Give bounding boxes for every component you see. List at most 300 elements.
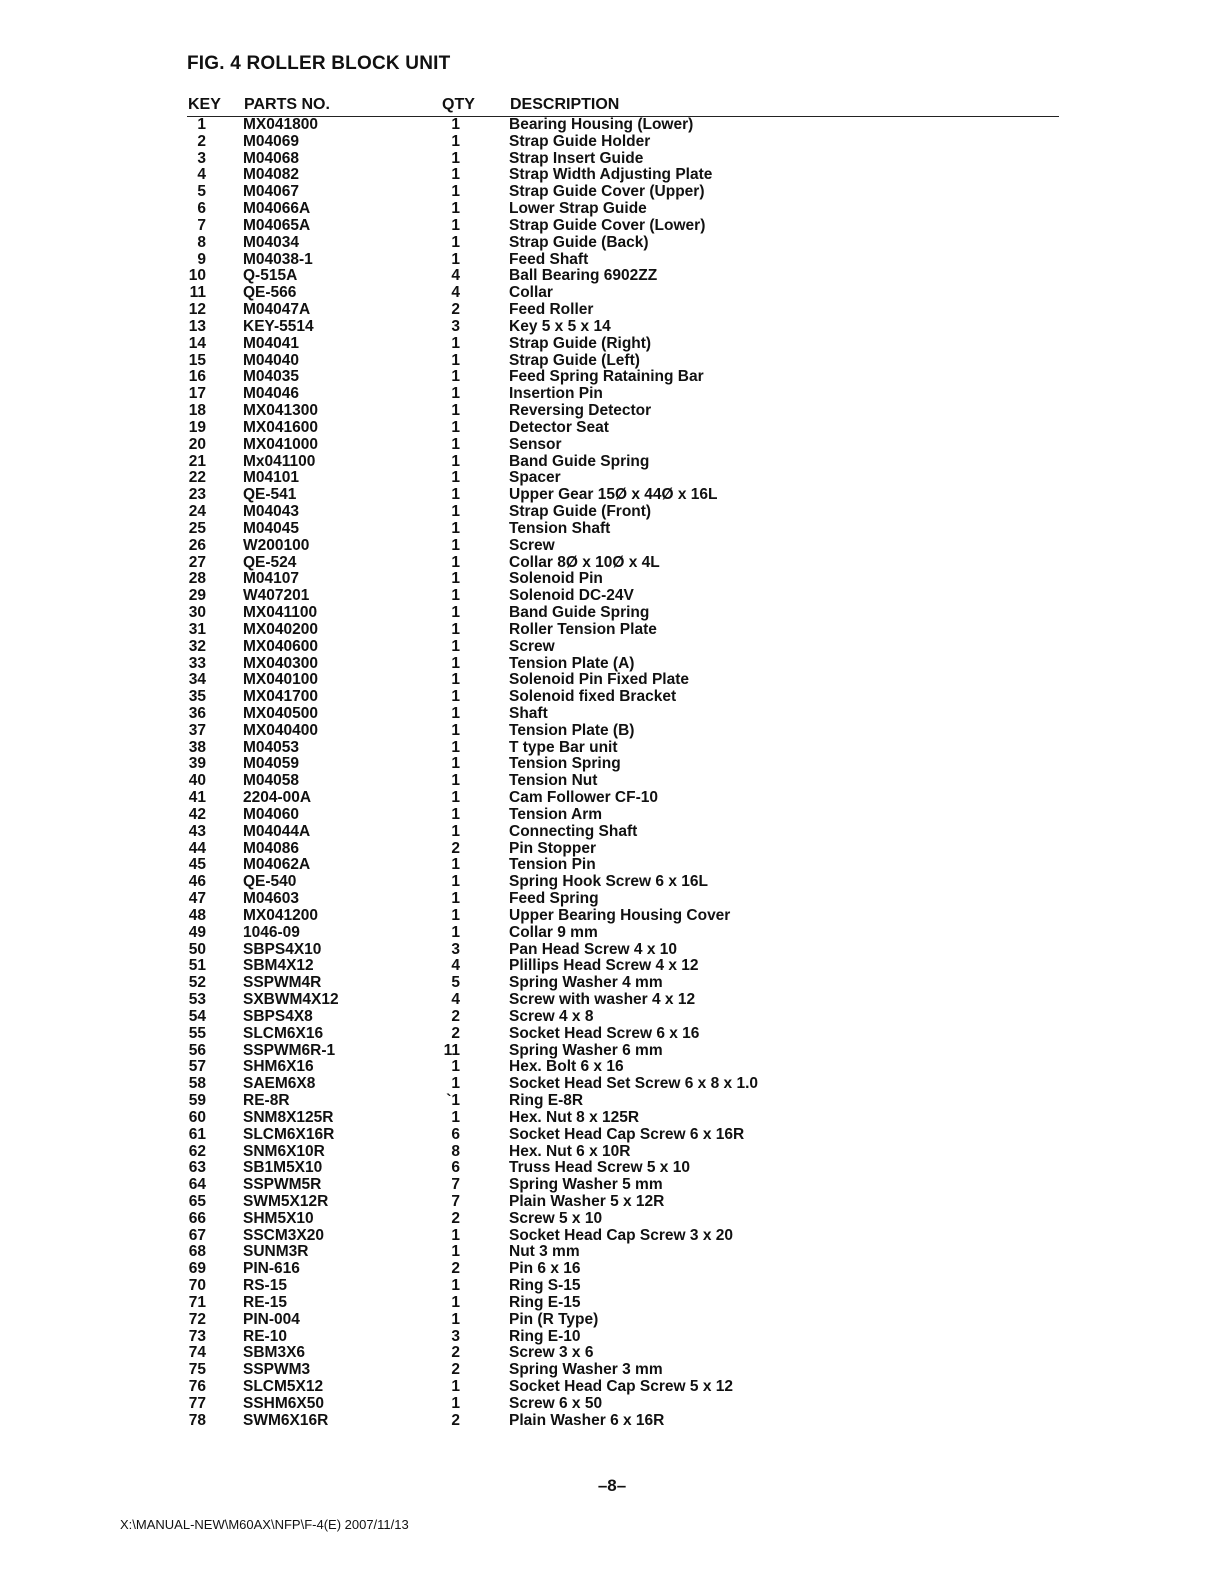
table-row	[0, 975, 1224, 992]
table-row	[0, 167, 1224, 184]
part-number-cell: M04038-1	[243, 250, 313, 268]
key-cell: 39	[188, 755, 206, 773]
part-number-cell: M04035	[243, 368, 300, 386]
qty-cell: 1	[451, 738, 460, 756]
description-cell: Ring E-10	[509, 1327, 581, 1345]
key-cell: 2	[197, 132, 206, 150]
qty-cell: 1	[451, 435, 460, 453]
part-number-cell: M04101	[243, 469, 300, 487]
part-number-cell: MX040500	[243, 704, 318, 722]
description-cell: Feed Spring Rataining Bar	[509, 368, 704, 386]
description-cell: Spring Washer 5 mm	[509, 1176, 663, 1194]
description-cell: Bearing Housing (Lower)	[509, 116, 694, 133]
description-cell: Nut 3 mm	[509, 1243, 580, 1261]
description-cell: Plain Washer 6 x 16R	[509, 1411, 665, 1429]
qty-cell: 1	[451, 250, 460, 268]
part-number-cell: SBM4X12	[243, 957, 314, 975]
description-cell: Key 5 x 5 x 14	[509, 317, 611, 335]
table-row	[0, 151, 1224, 168]
part-number-cell: MX041300	[243, 402, 318, 420]
part-number-cell: M04044A	[243, 822, 311, 840]
description-cell: Strap Guide Holder	[509, 132, 651, 150]
key-cell: 50	[188, 940, 206, 958]
qty-cell: 1	[451, 604, 460, 622]
description-cell: Ring S-15	[509, 1277, 581, 1295]
qty-cell: 1	[451, 873, 460, 891]
qty-cell: 1	[451, 721, 460, 739]
description-cell: Solenoid DC-24V	[509, 587, 634, 605]
key-cell: 6	[197, 200, 206, 218]
part-number-cell: 1046-09	[243, 923, 300, 941]
qty-cell: 1	[451, 553, 460, 571]
part-number-cell: MX040100	[243, 671, 318, 689]
description-cell: Hex. Nut 8 x 125R	[509, 1108, 640, 1126]
key-cell: 60	[188, 1108, 206, 1126]
key-cell: 45	[188, 856, 206, 874]
table-row	[0, 1211, 1224, 1228]
description-cell: Strap Guide (Right)	[509, 334, 652, 352]
table-row	[0, 336, 1224, 353]
qty-cell: 1	[451, 1310, 460, 1328]
key-cell: 41	[188, 789, 206, 807]
description-cell: Spring Hook Screw 6 x 16L	[509, 873, 708, 891]
description-cell: Strap Guide Cover (Lower)	[509, 216, 706, 234]
part-number-cell: SSPWM5R	[243, 1176, 322, 1194]
description-cell: Spring Washer 6 mm	[509, 1041, 663, 1059]
table-row	[0, 1194, 1224, 1211]
qty-cell: 1	[451, 418, 460, 436]
part-number-cell: MX041100	[243, 604, 318, 622]
table-row	[0, 1295, 1224, 1312]
qty-cell: 1	[451, 1058, 460, 1076]
qty-cell: 1	[451, 1394, 460, 1412]
key-cell: 33	[188, 654, 206, 672]
table-row	[0, 622, 1224, 639]
part-number-cell: MX040200	[243, 620, 318, 638]
table-row	[0, 672, 1224, 689]
part-number-cell: M04069	[243, 132, 300, 150]
qty-cell: 1	[451, 772, 460, 790]
key-cell: 68	[188, 1243, 206, 1261]
key-cell: 51	[188, 957, 206, 975]
key-cell: 65	[188, 1193, 206, 1210]
table-row	[0, 824, 1224, 841]
description-cell: Pin Stopper	[509, 839, 596, 857]
description-cell: Solenoid Pin	[509, 570, 603, 588]
table-row	[0, 588, 1224, 605]
table-row	[0, 302, 1224, 319]
table-row	[0, 790, 1224, 807]
table-row	[0, 437, 1224, 454]
qty-cell: 2	[451, 1007, 460, 1025]
description-cell: Strap Guide Cover (Upper)	[509, 183, 705, 201]
description-cell: Screw with washer 4 x 12	[509, 991, 696, 1009]
key-cell: 63	[188, 1159, 206, 1177]
qty-cell: `1	[446, 1092, 460, 1110]
table-row	[0, 252, 1224, 269]
key-cell: 21	[188, 452, 206, 470]
table-row	[0, 908, 1224, 925]
description-cell: T type Bar unit	[509, 738, 618, 756]
qty-cell: 1	[451, 149, 460, 167]
key-cell: 4	[197, 166, 206, 184]
key-cell: 8	[197, 233, 206, 251]
key-cell: 38	[188, 738, 206, 756]
description-cell: Tension Plate (A)	[509, 654, 635, 672]
part-number-cell: SHM5X10	[243, 1209, 314, 1227]
qty-cell: 1	[451, 923, 460, 941]
table-row	[0, 1228, 1224, 1245]
description-cell: Pan Head Screw 4 x 10	[509, 940, 678, 958]
table-row	[0, 1379, 1224, 1396]
key-cell: 35	[188, 688, 206, 706]
qty-cell: 1	[451, 1226, 460, 1244]
part-number-cell: Q-515A	[243, 267, 298, 285]
table-row	[0, 1110, 1224, 1127]
description-cell: Screw 3 x 6	[509, 1344, 594, 1362]
part-number-cell: RS-15	[243, 1277, 287, 1295]
qty-cell: 1	[451, 1277, 460, 1295]
part-number-cell: SLCM6X16R	[243, 1125, 335, 1143]
key-cell: 71	[188, 1293, 206, 1311]
table-row	[0, 807, 1224, 824]
qty-cell: 1	[451, 402, 460, 420]
part-number-cell: M04045	[243, 519, 300, 537]
key-cell: 76	[188, 1378, 206, 1396]
part-number-cell: QE-566	[243, 284, 297, 302]
table-row	[0, 656, 1224, 673]
qty-cell: 2	[451, 1209, 460, 1227]
part-number-cell: SBM3X6	[243, 1344, 306, 1362]
description-cell: Insertion Pin	[509, 385, 603, 403]
table-row	[0, 201, 1224, 218]
qty-cell: 1	[451, 503, 460, 521]
part-number-cell: PIN-004	[243, 1310, 300, 1328]
key-cell: 32	[188, 637, 206, 655]
key-cell: 17	[188, 385, 206, 403]
table-row	[0, 369, 1224, 386]
parts-table	[0, 117, 1224, 1430]
part-number-cell: MX041800	[243, 116, 318, 133]
description-cell: Ring E-8R	[509, 1092, 584, 1110]
qty-cell: 1	[451, 1243, 460, 1261]
table-row	[0, 1278, 1224, 1295]
description-cell: Detector Seat	[509, 418, 609, 436]
part-number-cell: MX041700	[243, 688, 318, 706]
table-row	[0, 756, 1224, 773]
part-number-cell: SSCM3X20	[243, 1226, 324, 1244]
description-cell: Strap Guide (Left)	[509, 351, 640, 369]
key-cell: 27	[188, 553, 206, 571]
qty-cell: 2	[451, 1361, 460, 1379]
key-cell: 57	[188, 1058, 206, 1076]
part-number-cell: SB1M5X10	[243, 1159, 323, 1177]
qty-cell: 3	[451, 940, 460, 958]
qty-cell: 1	[451, 132, 460, 150]
table-row	[0, 1177, 1224, 1194]
qty-cell: 1	[451, 856, 460, 874]
key-cell: 36	[188, 704, 206, 722]
part-number-cell: MX040600	[243, 637, 318, 655]
table-row	[0, 1345, 1224, 1362]
table-row	[0, 891, 1224, 908]
part-number-cell: SXBWM4X12	[243, 991, 339, 1009]
description-cell: Spring Washer 4 mm	[509, 974, 663, 992]
description-cell: Strap Guide (Front)	[509, 503, 652, 521]
part-number-cell: M04059	[243, 755, 300, 773]
description-cell: Tension Plate (B)	[509, 721, 635, 739]
qty-cell: 4	[451, 991, 460, 1009]
key-cell: 31	[188, 620, 206, 638]
description-cell: Collar 9 mm	[509, 923, 598, 941]
key-cell: 26	[188, 536, 206, 554]
table-row	[0, 605, 1224, 622]
key-cell: 11	[189, 284, 206, 302]
key-cell: 19	[188, 418, 206, 436]
table-row	[0, 1059, 1224, 1076]
description-cell: Socket Head Screw 6 x 16	[509, 1024, 700, 1042]
part-number-cell: M04082	[243, 166, 300, 184]
qty-cell: 7	[451, 1176, 460, 1194]
table-row	[0, 454, 1224, 471]
part-number-cell: SSPWM6R-1	[243, 1041, 336, 1059]
key-cell: 34	[188, 671, 206, 689]
description-cell: Band Guide Spring	[509, 452, 650, 470]
qty-cell: 1	[451, 1293, 460, 1311]
description-cell: Tension Nut	[509, 772, 598, 790]
description-cell: Lower Strap Guide	[509, 200, 647, 218]
part-number-cell: SSHM6X50	[243, 1394, 324, 1412]
description-cell: Solenoid fixed Bracket	[509, 688, 677, 706]
part-number-cell: M04041	[243, 334, 300, 352]
key-cell: 66	[188, 1209, 206, 1227]
key-cell: 44	[188, 839, 206, 857]
qty-cell: 1	[451, 486, 460, 504]
description-cell: Connecting Shaft	[509, 822, 638, 840]
table-row	[0, 874, 1224, 891]
table-row	[0, 1396, 1224, 1413]
part-number-cell: MX040300	[243, 654, 318, 672]
description-cell: Cam Follower CF-10	[509, 789, 658, 807]
qty-cell: 1	[451, 789, 460, 807]
part-number-cell: M04043	[243, 503, 300, 521]
qty-cell: 1	[451, 200, 460, 218]
description-cell: Spring Washer 3 mm	[509, 1361, 663, 1379]
key-cell: 72	[188, 1310, 206, 1328]
part-number-cell: QE-524	[243, 553, 297, 571]
description-cell: Upper Bearing Housing Cover	[509, 906, 731, 924]
description-cell: Pin 6 x 16	[509, 1260, 581, 1278]
table-row	[0, 1362, 1224, 1379]
qty-cell: 1	[451, 822, 460, 840]
description-cell: Strap Guide (Back)	[509, 233, 649, 251]
part-number-cell: SBPS4X8	[243, 1007, 313, 1025]
table-row	[0, 386, 1224, 403]
table-row	[0, 1076, 1224, 1093]
part-number-cell: SUNM3R	[243, 1243, 309, 1261]
key-cell: 24	[188, 503, 206, 521]
part-number-cell: M04060	[243, 805, 300, 823]
table-row	[0, 857, 1224, 874]
part-number-cell: M04047A	[243, 301, 311, 319]
part-number-cell: RE-15	[243, 1293, 287, 1311]
qty-cell: 2	[451, 839, 460, 857]
qty-cell: 1	[451, 805, 460, 823]
table-row	[0, 925, 1224, 942]
description-cell: Roller Tension Plate	[509, 620, 657, 638]
key-cell: 54	[188, 1007, 206, 1025]
description-cell: Ring E-15	[509, 1293, 581, 1311]
table-row	[0, 958, 1224, 975]
table-row	[0, 538, 1224, 555]
table-row	[0, 218, 1224, 235]
table-row	[0, 723, 1224, 740]
qty-cell: 3	[451, 317, 460, 335]
qty-cell: 1	[451, 906, 460, 924]
description-cell: Tension Pin	[509, 856, 596, 874]
key-cell: 25	[188, 519, 206, 537]
key-cell: 1	[197, 116, 206, 133]
table-row	[0, 1026, 1224, 1043]
table-row	[0, 134, 1224, 151]
description-cell: Screw 5 x 10	[509, 1209, 603, 1227]
key-cell: 37	[188, 721, 206, 739]
table-row	[0, 1329, 1224, 1346]
part-number-cell: M04053	[243, 738, 300, 756]
qty-cell: 1	[451, 587, 460, 605]
key-cell: 49	[188, 923, 206, 941]
description-cell: Hex. Nut 6 x 10R	[509, 1142, 631, 1160]
table-row	[0, 1312, 1224, 1329]
table-row	[0, 353, 1224, 370]
key-cell: 53	[188, 991, 206, 1009]
key-cell: 67	[188, 1226, 206, 1244]
description-cell: Tension Spring	[509, 755, 621, 773]
key-cell: 55	[188, 1024, 206, 1042]
part-number-cell: M04034	[243, 233, 300, 251]
part-number-cell: M04067	[243, 183, 300, 201]
qty-cell: 1	[451, 519, 460, 537]
qty-cell: 6	[451, 1159, 460, 1177]
table-row	[0, 1127, 1224, 1144]
qty-cell: 1	[451, 570, 460, 588]
description-cell: Collar 8Ø x 10Ø x 4L	[509, 553, 660, 571]
part-number-cell: SAEM6X8	[243, 1075, 316, 1093]
description-cell: Screw	[509, 637, 555, 655]
description-cell: Strap Width Adjusting Plate	[509, 166, 713, 184]
key-cell: 70	[188, 1277, 206, 1295]
description-cell: Screw	[509, 536, 555, 554]
qty-cell: 8	[451, 1142, 460, 1160]
qty-cell: 2	[451, 1411, 460, 1429]
key-cell: 43	[188, 822, 206, 840]
table-row	[0, 639, 1224, 656]
key-cell: 22	[188, 469, 206, 487]
description-cell: Socket Head Set Screw 6 x 8 x 1.0	[509, 1075, 758, 1093]
part-number-cell: M04066A	[243, 200, 311, 218]
file-path-footer: X:\MANUAL-NEW\M60AX\NFP\F-4(E) 2007/11/13	[120, 1517, 409, 1532]
table-row	[0, 470, 1224, 487]
page-number: –8–	[597, 1476, 627, 1495]
table-row	[0, 942, 1224, 959]
description-cell: Socket Head Cap Screw 6 x 16R	[509, 1125, 745, 1143]
part-number-cell: SNM8X125R	[243, 1108, 334, 1126]
table-row	[0, 1043, 1224, 1060]
table-row	[0, 319, 1224, 336]
part-number-cell: M04086	[243, 839, 300, 857]
key-cell: 52	[188, 974, 206, 992]
qty-cell: 1	[451, 216, 460, 234]
key-cell: 13	[188, 317, 206, 335]
qty-cell: 1	[451, 1378, 460, 1396]
key-cell: 73	[188, 1327, 206, 1345]
table-row	[0, 285, 1224, 302]
part-number-cell: MX040400	[243, 721, 318, 739]
description-cell: Plain Washer 5 x 12R	[509, 1193, 665, 1210]
part-number-cell: SSPWM3	[243, 1361, 311, 1379]
description-cell: Strap Insert Guide	[509, 149, 644, 167]
description-cell: Truss Head Screw 5 x 10	[509, 1159, 690, 1177]
table-row	[0, 117, 1224, 134]
qty-cell: 1	[451, 688, 460, 706]
part-number-cell: M04040	[243, 351, 300, 369]
header-description: DESCRIPTION	[510, 96, 620, 113]
key-cell: 47	[188, 890, 206, 908]
description-cell: Upper Gear 15Ø x 44Ø x 16L	[509, 486, 718, 504]
key-cell: 30	[188, 604, 206, 622]
description-cell: Socket Head Cap Screw 3 x 20	[509, 1226, 734, 1244]
qty-cell: 2	[451, 301, 460, 319]
qty-cell: 1	[451, 536, 460, 554]
qty-cell: 1	[451, 469, 460, 487]
qty-cell: 1	[451, 1075, 460, 1093]
description-cell: Socket Head Cap Screw 5 x 12	[509, 1378, 734, 1396]
figure-title: FIG. 4 ROLLER BLOCK UNIT	[187, 53, 451, 74]
key-cell: 9	[197, 250, 206, 268]
part-number-cell: SWM5X12R	[243, 1193, 329, 1210]
key-cell: 62	[188, 1142, 206, 1160]
table-row	[0, 773, 1224, 790]
table-row	[0, 521, 1224, 538]
table-header	[0, 96, 1224, 116]
header-key: KEY	[188, 96, 221, 113]
description-cell: Pin (R Type)	[509, 1310, 599, 1328]
description-cell: Tension Arm	[509, 805, 603, 823]
qty-cell: 1	[451, 183, 460, 201]
qty-cell: 1	[451, 452, 460, 470]
table-row	[0, 571, 1224, 588]
part-number-cell: SSPWM4R	[243, 974, 322, 992]
part-number-cell: 2204-00A	[243, 789, 312, 807]
key-cell: 78	[188, 1411, 206, 1429]
description-cell: Hex. Bolt 6 x 16	[509, 1058, 624, 1076]
part-number-cell: MX041000	[243, 435, 318, 453]
part-number-cell: Mx041100	[243, 452, 316, 470]
key-cell: 7	[197, 216, 206, 234]
description-cell: Feed Roller	[509, 301, 594, 319]
description-cell: Screw 4 x 8	[509, 1007, 594, 1025]
part-number-cell: W200100	[243, 536, 310, 554]
key-cell: 77	[188, 1394, 206, 1412]
key-cell: 75	[188, 1361, 206, 1379]
key-cell: 69	[188, 1260, 206, 1278]
description-cell: Reversing Detector	[509, 402, 652, 420]
key-cell: 56	[188, 1041, 206, 1059]
key-cell: 5	[197, 183, 206, 201]
key-cell: 64	[188, 1176, 206, 1194]
qty-cell: 1	[451, 755, 460, 773]
qty-cell: 1	[451, 637, 460, 655]
